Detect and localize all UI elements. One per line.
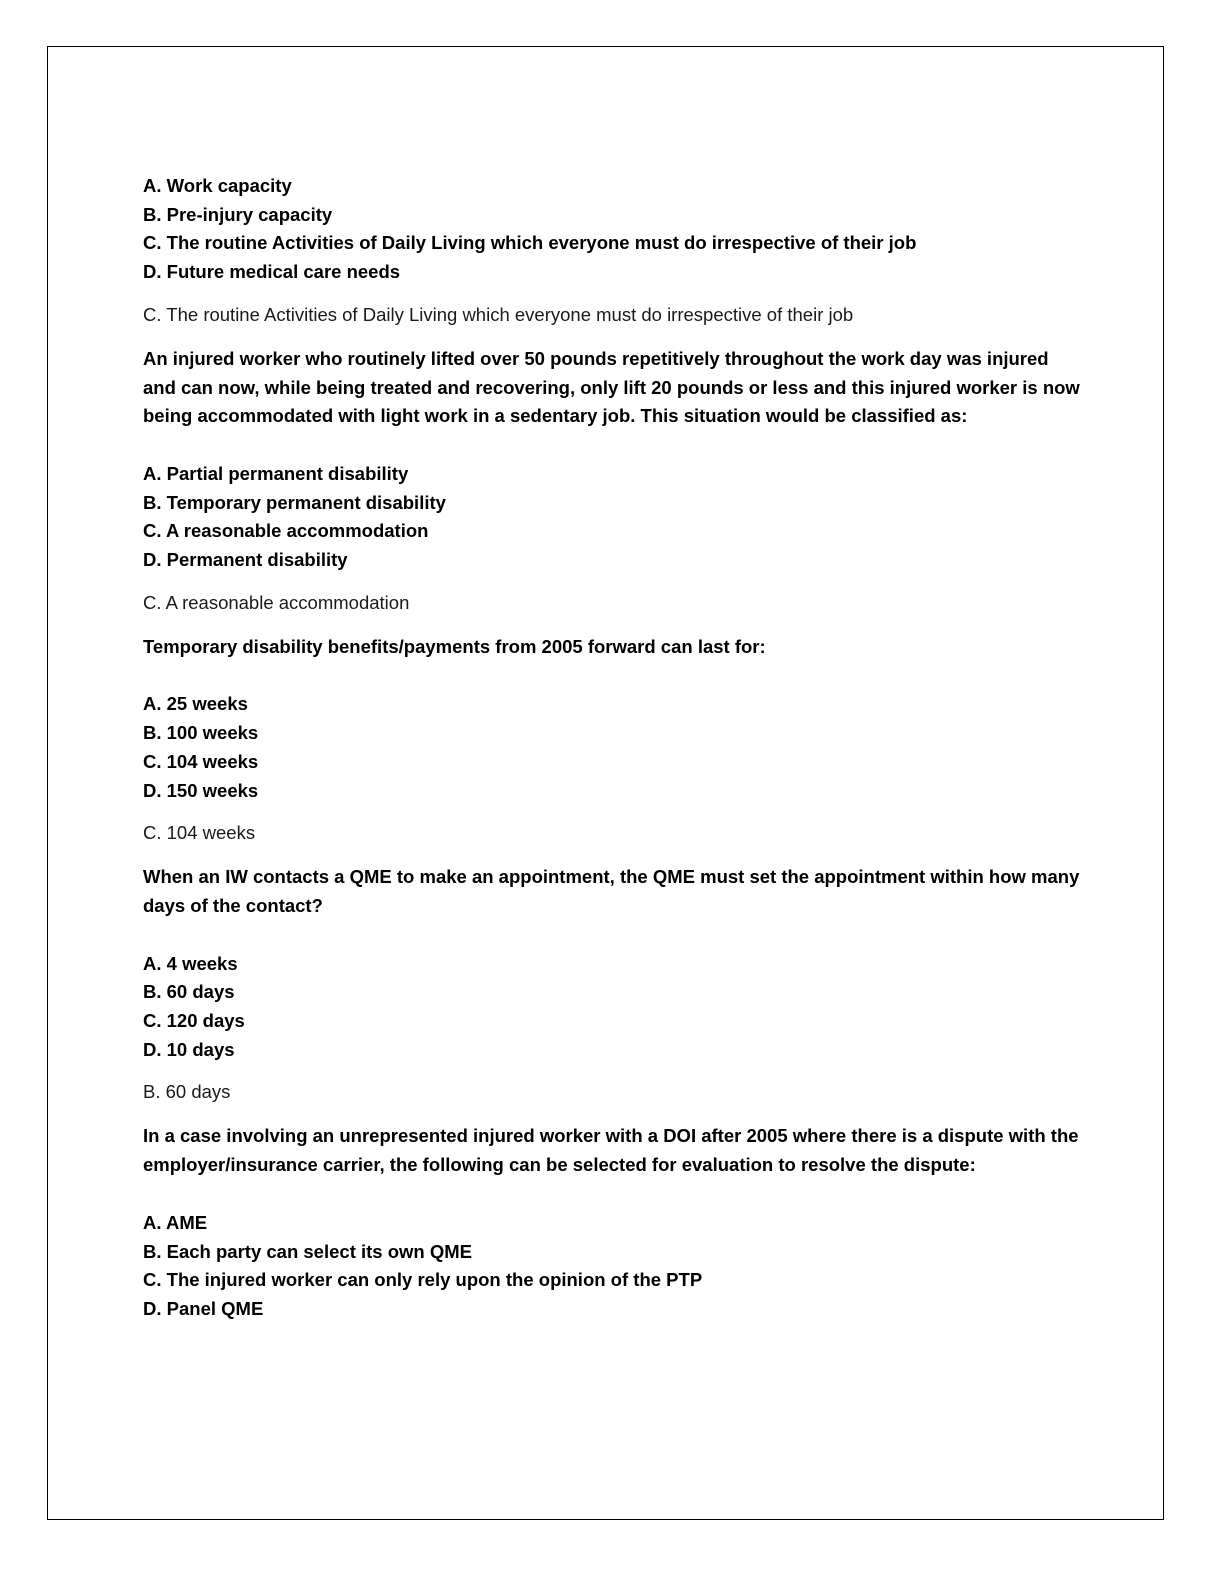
option-d: D. Future medical care needs bbox=[143, 261, 401, 283]
option-a: A. Work capacity bbox=[143, 175, 292, 196]
option-c: C. The injured worker can only rely upon the opinion of the PTP bbox=[143, 1269, 703, 1291]
answer-text: C. A reasonable accommodation bbox=[143, 591, 410, 613]
question-block-3 bbox=[143, 633, 1083, 848]
answer-text: B. 60 days bbox=[143, 1081, 231, 1103]
question-block-1 bbox=[143, 172, 1083, 329]
option-a: A. AME bbox=[143, 1211, 208, 1233]
options-list bbox=[143, 950, 1083, 1065]
question-text: When an IW contacts a QME to make an appointment, the QME must set the appointment within how many days of the contact? bbox=[143, 866, 1080, 916]
option-d: D. 150 weeks bbox=[143, 779, 259, 801]
question-block-4 bbox=[143, 863, 1083, 1106]
option-d: D. 10 days bbox=[143, 1038, 235, 1060]
option-c: C. 104 weeks bbox=[143, 750, 259, 772]
options-list bbox=[143, 460, 1083, 575]
option-d: D. Panel QME bbox=[143, 1297, 264, 1319]
answer-text: C. The routine Activities of Daily Living which everyone must do irrespective of their job bbox=[143, 303, 854, 325]
document-body bbox=[143, 172, 1083, 1324]
option-c: C. The routine Activities of Daily Living which everyone must do irrespective of their job bbox=[143, 232, 917, 254]
question-text: Temporary disability benefits/payments from 2005 forward can last for: bbox=[143, 635, 766, 657]
question-block-5 bbox=[143, 1122, 1083, 1323]
options-list bbox=[143, 1209, 1083, 1324]
option-a: A. 4 weeks bbox=[143, 952, 238, 974]
option-b: B. Temporary permanent disability bbox=[143, 491, 446, 513]
option-b: B. Each party can select its own QME bbox=[143, 1240, 472, 1262]
answer-text: C. 104 weeks bbox=[143, 822, 256, 844]
option-c: C. 120 days bbox=[143, 1010, 245, 1032]
options-list bbox=[143, 172, 1083, 287]
question-text: An injured worker who routinely lifted over 50 pounds repetitively throughout the work day was injured and can now, while being treated and recovering, only lift 20 pounds or less and this injured worker is now being accommodated with light work in a sedentary job. This situation would be classified as: bbox=[143, 347, 1080, 427]
option-a: A. Partial permanent disability bbox=[143, 462, 409, 484]
option-b: B. 100 weeks bbox=[143, 722, 259, 744]
question-text: In a case involving an unrepresented injured worker with a DOI after 2005 where there is a dispute with the employer/insurance carrier, the following can be selected for evaluation to resolve the dispute: bbox=[143, 1125, 1079, 1176]
option-d: D. Permanent disability bbox=[143, 549, 348, 571]
option-a: A. 25 weeks bbox=[143, 693, 248, 715]
option-b: B. Pre-injury capacity bbox=[143, 203, 333, 225]
option-c: C. A reasonable accommodation bbox=[143, 520, 429, 542]
option-b: B. 60 days bbox=[143, 981, 235, 1003]
options-list bbox=[143, 690, 1083, 805]
question-block-2 bbox=[143, 345, 1083, 617]
